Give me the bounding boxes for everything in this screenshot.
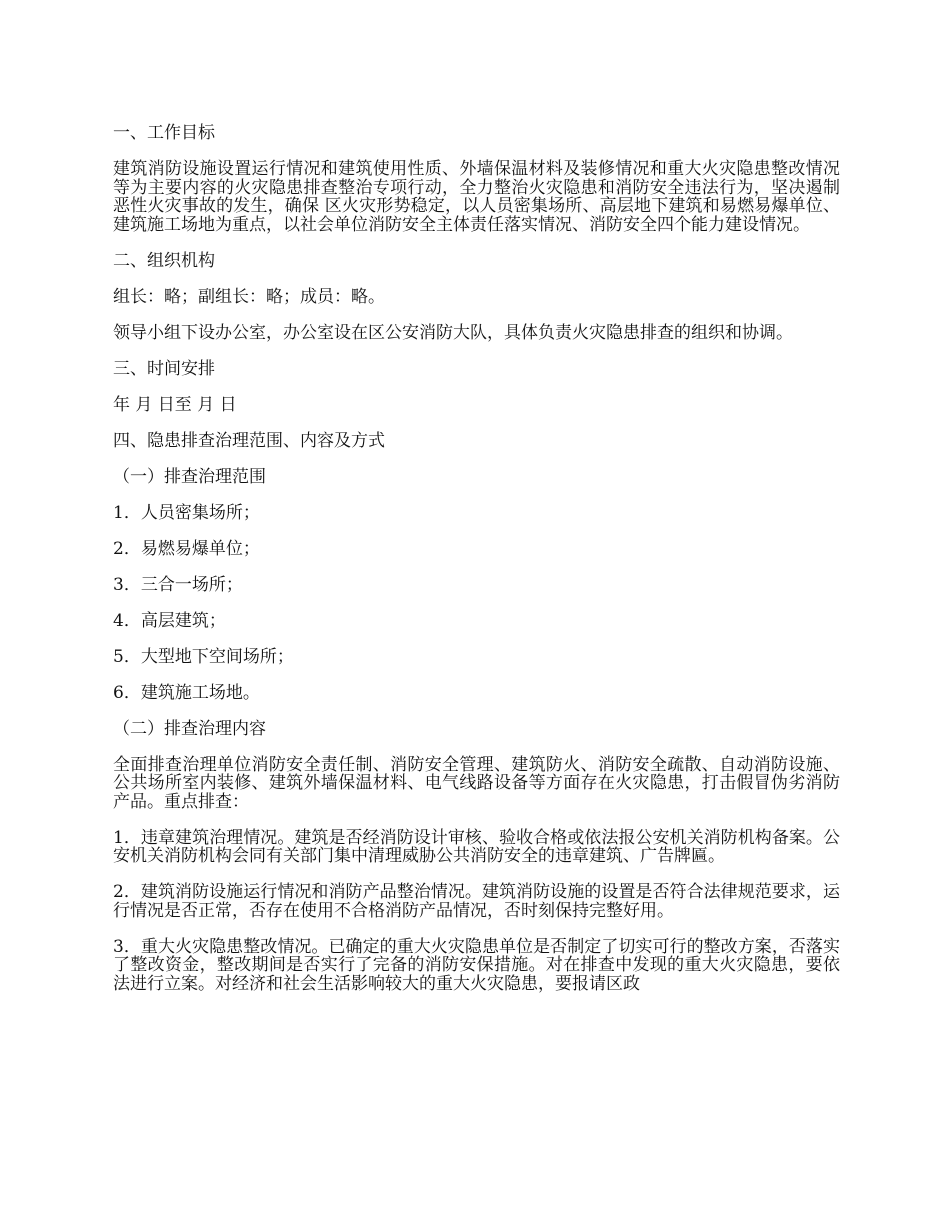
paragraph-item-2: 2．建筑消防设施运行情况和消防产品整治情况。建筑消防设施的设置是否符合法律规范要求，运行情况是否正常，否存在使用不合格消防产品情况，否时刻保持完整好用。 [113,882,840,921]
paragraph-item-1: 1．违章建筑治理情况。建筑是否经消防设计审核、验收合格或依法报公安机关消防机构备案。公安机关消防机构会同有关部门集中清理威胁公共消防安全的违章建筑、广告牌匾。 [113,827,840,866]
paragraph-office: 领导小组下设办公室，办公室设在区公安消防大队，具体负责火灾隐患排查的组织和协调。 [113,322,793,343]
paragraph-dates: 年 月 日至 月 日 [113,394,237,415]
list-item: 5．大型地下空间场所； [113,646,294,667]
heading-scope-content: 四、隐患排查治理范围、内容及方式 [113,430,385,451]
list-item: 6．建筑施工场地。 [113,682,260,703]
heading-organization: 二、组织机构 [113,250,215,271]
list-item: 2．易燃易爆单位； [113,538,260,559]
list-item: 4．高层建筑； [113,610,226,631]
paragraph-work-goal: 建筑消防设施设置运行情况和建筑使用性质、外墙保温材料及装修情况和重大火灾隐患整改情况等为主要内容的火灾隐患排查整治专项行动，全力整治火灾隐患和消防安全违法行为，坚决遏制恶性火灾事故的发生，确保 区火灾形势稳定，以人员密集场所、高层地下建筑和易燃易爆单位、建筑施工场地为重点，以社会单位消防安全主体责任落实情况、消防安全四个能力建设情况。 [113,159,840,235]
document-page [113,124,840,1011]
paragraph-item-3: 3．重大火灾隐患整改情况。已确定的重大火灾隐患单位是否制定了切实可行的整改方案，否落实了整改资金，整改期间是否实行了完备的消防安保措施。对在排查中发现的重大火灾隐患，要依法进行立案。对经济和社会生活影响较大的重大火灾隐患，要报请区政 [113,936,840,994]
subheading-scope: （一）排查治理范围 [113,466,266,487]
heading-work-goal: 一、工作目标 [113,123,215,143]
heading-schedule: 三、时间安排 [113,358,215,379]
list-item: 1．人员密集场所； [113,502,260,523]
list-item: 3．三合一场所； [113,574,243,595]
subheading-content: （二）排查治理内容 [113,718,266,739]
paragraph-content: 全面排查治理单位消防安全责任制、消防安全管理、建筑防火、消防安全疏散、自动消防设施、公共场所室内装修、建筑外墙保温材料、电气线路设备等方面存在火灾隐患，打击假冒伪劣消防产品。重点排查： [113,754,840,812]
paragraph-members: 组长：略；副组长：略；成员：略。 [113,286,385,307]
